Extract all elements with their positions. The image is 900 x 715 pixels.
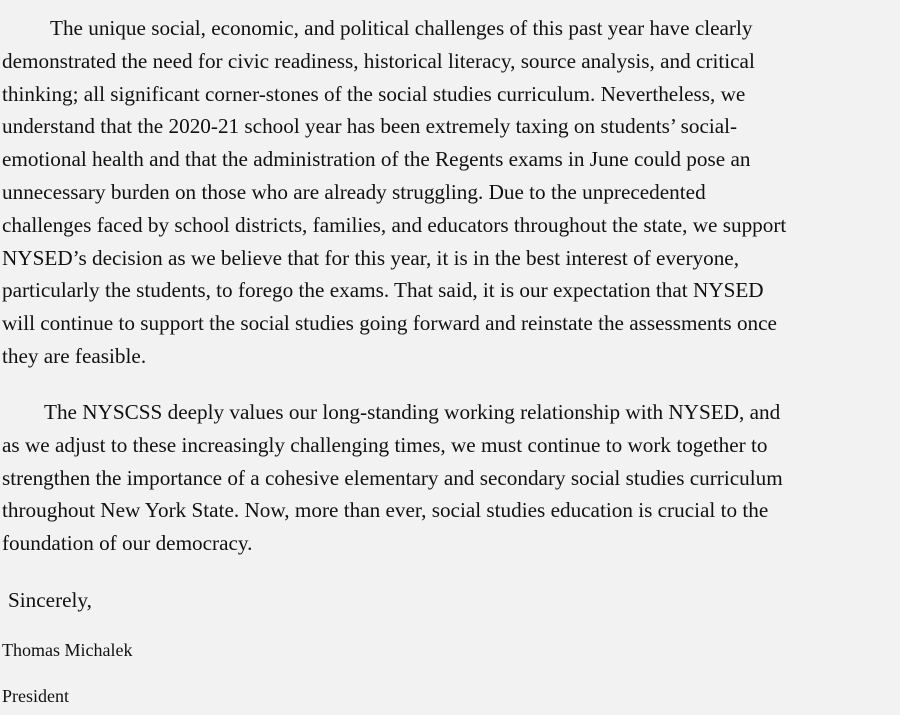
paragraph-line: foundation of our democracy. [2, 531, 253, 556]
paragraph-line: understand that the 2020-21 school year has been extremely taxing on students’ social- [2, 114, 738, 139]
paragraph-line: challenges faced by school districts, families, and educators throughout the state, we support [2, 212, 787, 237]
signer-title: President [2, 686, 69, 706]
paragraph-line: thinking; all significant corner-stones of the social studies curriculum. Nevertheless, we [2, 81, 746, 106]
signer-name: Thomas Michalek [2, 640, 133, 660]
paragraph-line: emotional health and that the administration of the Regents exams in June could pose an [2, 147, 751, 172]
paragraph-line: will continue to support the social studies going forward and reinstate the assessments once [2, 311, 777, 336]
body-paragraph-1 [2, 12, 892, 373]
paragraph-line: they are feasible. [2, 343, 147, 368]
paragraph-line: unnecessary burden on those who are already struggling. Due to the unprecedented [2, 179, 706, 204]
paragraph-line: as we adjust to these increasingly challenging times, we must continue to work together to [2, 432, 768, 457]
paragraph-line: The NYSCSS deeply values our long-standing working relationship with NYSED, and [44, 400, 781, 424]
paragraph-line: NYSED’s decision as we believe that for this year, it is in the best interest of everyone, [2, 245, 739, 270]
paragraph-line: throughout New York State. Now, more than ever, social studies education is crucial to the [2, 498, 769, 523]
closing-salutation: Sincerely, [8, 588, 92, 612]
body-paragraph-2 [2, 396, 892, 560]
paragraph-line: The unique social, economic, and political challenges of this past year have clearly [50, 16, 753, 40]
paragraph-line: demonstrated the need for civic readiness, historical literacy, source analysis, and critical [2, 48, 755, 73]
paragraph-line: particularly the students, to forego the exams. That said, it is our expectation that NYSED [2, 278, 764, 303]
paragraph-line: strengthen the importance of a cohesive elementary and secondary social studies curriculum [2, 465, 783, 490]
